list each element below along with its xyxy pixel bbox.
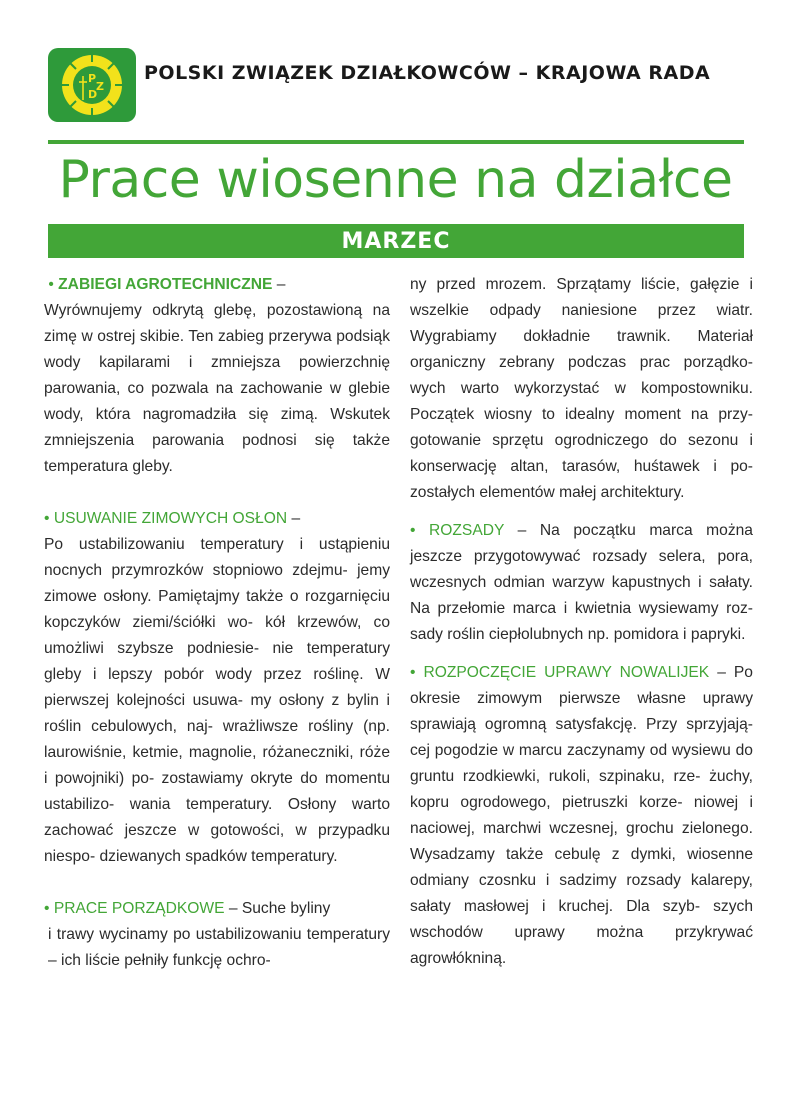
page-title: Prace wiosenne na działce bbox=[58, 150, 733, 210]
section-title: ROZSADY bbox=[429, 522, 505, 539]
section-nowalijki bbox=[410, 660, 753, 972]
pzd-logo-icon bbox=[48, 48, 136, 122]
bullet: • bbox=[410, 522, 416, 539]
section-dash: – Suche byliny bbox=[224, 900, 331, 917]
organization-name: POLSKI ZWIĄZEK DZIAŁKOWCÓW – KRAJOWA RADA bbox=[144, 62, 711, 84]
svg-text:P: P bbox=[88, 72, 97, 85]
section-dash: – bbox=[504, 522, 527, 539]
section-zabiegi bbox=[44, 272, 390, 298]
section-text: Po ustabilizowaniu temperatury i ustąpieniu nocnych przymrozków stopniowo zdejmu- jemy zimowe osłony. Pamiętajmy także o rozgarnięciu kopczyków ziemi/ściółki wo- kół krzewów, co umożliwi szybsze podniesie- nie temperatury gleby i lepszy pobór wody przez roślinę. W pierwszej kolejności usuwa- my osłony z bylin i roślin cebulowych, naj- wrażliwsze rośliny (np. laurowiśnie, ketmie, magnolie, różaneczniki, róże i powojniki) po- zostawiamy okryte do momentu ustabilizo- wania temperatury. Osłony warto zachować jeszcze w gotowości, w przypadku niespo- dziewanych spadków temperatury. bbox=[44, 536, 390, 865]
section-text: Wyrównujemy odkrytą glebę, pozostawioną na zimę w ostrej skibie. Ten zabieg przerywa podsiąk wody kapilarami i zmniejsza powierzchnię parowania, co pozwala na zachowanie w glebie wody, która nagromadziła się zimą. Wskutek zmniejszenia parowania podnosi się także temperatura gleby. bbox=[44, 302, 390, 475]
section-title: ROZPOCZĘCIE UPRAWY NOWALIJEK bbox=[423, 664, 710, 681]
section-title: ZABIEGI AGROTECHNICZNE bbox=[58, 276, 273, 293]
bullet: • bbox=[410, 664, 416, 681]
section-dash: – bbox=[709, 664, 726, 681]
section-rozsady bbox=[410, 518, 753, 648]
section-dash: – bbox=[272, 276, 286, 293]
section-text: Na początku marca można jeszcze przygotowywać rozsady selera, pora, wczesnych odmian warzyw kapustnych i sałaty. Na przełomie marca i kwietnia wysiewamy roz- sady roślin ciepłolubnych np. pomidora i papryki. bbox=[410, 522, 753, 643]
section-oslony bbox=[44, 506, 390, 532]
svg-text:D: D bbox=[88, 88, 98, 101]
month-banner: MARZEC bbox=[48, 224, 744, 258]
bullet: • bbox=[44, 900, 50, 917]
section-text: i trawy wycinamy po ustabilizowaniu temperatury – ich liście pełniły funkcję ochro- bbox=[48, 926, 390, 969]
header-divider bbox=[48, 140, 744, 144]
svg-text:Z: Z bbox=[96, 80, 104, 93]
page-header bbox=[48, 48, 748, 124]
section-title: USUWANIE ZIMOWYCH OSŁON bbox=[53, 510, 288, 527]
left-column bbox=[44, 272, 390, 974]
section-text: ny przed mrozem. Sprzątamy liście, gałęzie i wszelkie odpady naniesione przez wiatr. Wygrabiamy dokładnie trawnik. Materiał organiczny zebrany podczas prac porządko- wych warto wykorzystać w kompostowniku. Początek wiosny to idealny moment na przy- gotowanie sprzętu ogrodniczego do sezonu i konserwację altan, tarasów, huśtawek i po- zostałych elementów małej architektury. bbox=[410, 276, 753, 501]
section-text: Po okresie zimowym pierwsze własne uprawy sprawiają ogromną satysfakcję. Przy sprzyjają- cej pogodzie w marcu zaczynamy od wysiewu do gruntu rzodkiewki, rukoli, szpinaku, rze- żuchy, kopru ogrodowego, pietruszki korze- niowej i naciowej, marchwi wczesnej, grochu zielonego. Wysadzamy także cebulę z dymki, wiosenne odmiany czosnku i sadzimy rozsady kalarepy, sałaty masłowej i kruchej. Dla szyb- szych wschodów uprawy można przykrywać agrowłókniną. bbox=[410, 664, 753, 967]
section-title: PRACE PORZĄDKOWE bbox=[53, 900, 225, 917]
right-column bbox=[410, 272, 753, 972]
bullet: • bbox=[48, 276, 54, 293]
section-porzadkowe bbox=[44, 896, 390, 922]
section-dash: – bbox=[287, 510, 301, 527]
bullet: • bbox=[44, 510, 50, 527]
